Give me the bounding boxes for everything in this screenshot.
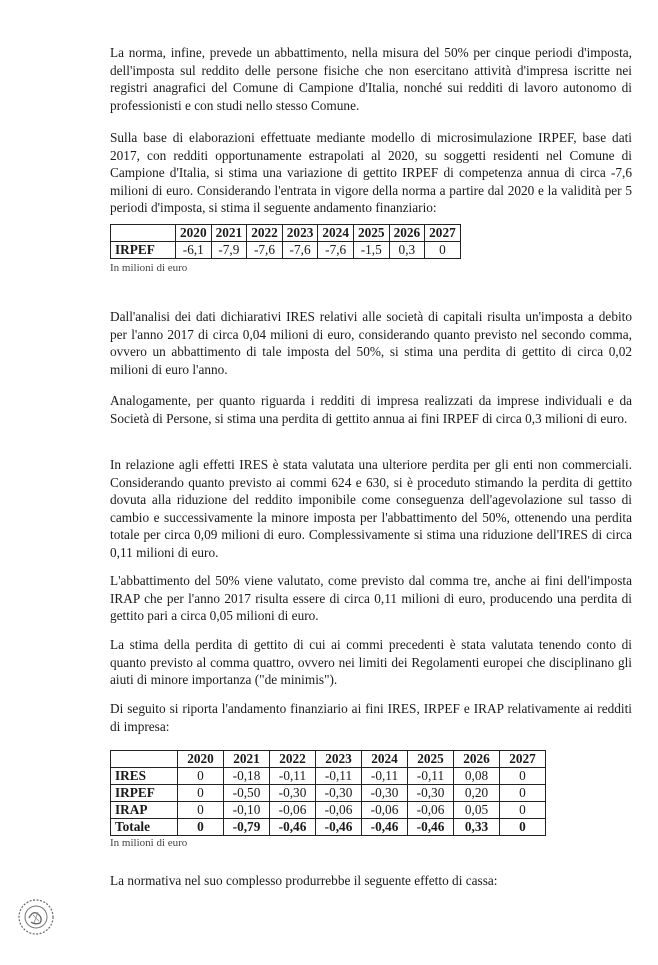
paragraph-imprese-individuali: Analogamente, per quanto riguarda i redditi di impresa realizzati da imprese individuali e da Società di Persone, si stima una perdita di gettito annua ai fini IRPEF di circa 0,3 milioni di euro. — [110, 393, 632, 426]
table-cell: -7,6 — [318, 242, 354, 259]
table-cell: 0 — [178, 785, 224, 802]
table-cell: -0,10 — [224, 802, 270, 819]
table-cell: 0 — [178, 802, 224, 819]
table-cell: -0,30 — [316, 785, 362, 802]
table-cell: 0 — [500, 819, 546, 836]
table-row — [111, 768, 546, 785]
table-cell: -7,9 — [211, 242, 247, 259]
year-header: 2027 — [425, 225, 461, 242]
table-cell: -0,46 — [408, 819, 454, 836]
paragraph-de-minimis: La stima della perdita di gettito di cui ai commi precedenti è stata valutata tenendo conto di quanto previsto al comma quattro, ovvero nei limiti dei Regolamenti europei che disciplinano gli aiuti di minore importanza ("de minimis"). — [110, 637, 632, 688]
table-cell: -0,06 — [408, 802, 454, 819]
table-cell: 0,05 — [454, 802, 500, 819]
table-cell: 0,33 — [454, 819, 500, 836]
table-cell: 0,08 — [454, 768, 500, 785]
table-cell: -0,30 — [408, 785, 454, 802]
paragraph-enti-non-commerciali: In relazione agli effetti IRES è stata valutata una ulteriore perdita per gli enti non commerciali. Considerando quanto previsto ai commi 624 e 630, si è proceduto stimando la perdita di gettito dovuta alla riduzione del reddito imponibile come conseguenza dell'agevolazione sul tasso di cambio e successivamente la minore imposta per l'abbattimento del 50%, ottenendo una perdita totale per circa 0,09 milioni di euro. Complessivamente si stima una riduzione dell'IRES di circa 0,11 milioni di euro. — [110, 457, 632, 560]
table-unit-note: In milioni di euro — [110, 262, 188, 274]
table-cell: -0,06 — [362, 802, 408, 819]
table-cell: -0,30 — [362, 785, 408, 802]
table-cell: -0,79 — [224, 819, 270, 836]
year-header: 2024 — [318, 225, 354, 242]
table-corner-cell — [111, 751, 178, 768]
paragraph-andamento-finanziario: Di seguito si riporta l'andamento finanziario ai fini IRES, IRPEF e IRAP relativamente ai redditi di impresa: — [110, 701, 632, 734]
year-header: 2024 — [362, 751, 408, 768]
table-cell: -0,46 — [270, 819, 316, 836]
year-header: 2025 — [353, 225, 389, 242]
irpef-table — [110, 224, 461, 259]
table-cell: -0,11 — [316, 768, 362, 785]
table-cell: -0,30 — [270, 785, 316, 802]
table-cell: -1,5 — [353, 242, 389, 259]
row-label: Totale — [111, 819, 178, 836]
table-cell: -7,6 — [282, 242, 318, 259]
table-cell: -0,11 — [408, 768, 454, 785]
seal-stamp-icon — [16, 897, 56, 937]
row-label: IRPEF — [111, 785, 178, 802]
table-cell: -0,46 — [316, 819, 362, 836]
table-cell: -0,11 — [270, 768, 316, 785]
table-cell: -6,1 — [176, 242, 212, 259]
row-label: IRPEF — [111, 242, 176, 259]
paragraph-effetto-cassa: La normativa nel suo complesso produrrebbe il seguente effetto di cassa: — [110, 873, 498, 888]
table-cell: 0 — [500, 785, 546, 802]
table-cell: 0,3 — [389, 242, 425, 259]
year-header: 2023 — [282, 225, 318, 242]
year-header: 2026 — [454, 751, 500, 768]
table-unit-note: In milioni di euro — [110, 837, 188, 849]
table-cell: -7,6 — [247, 242, 283, 259]
year-header: 2022 — [247, 225, 283, 242]
year-header: 2026 — [389, 225, 425, 242]
table-row — [111, 785, 546, 802]
table-row — [111, 242, 461, 259]
table-cell: 0,20 — [454, 785, 500, 802]
year-header: 2021 — [211, 225, 247, 242]
table-corner-cell — [111, 225, 176, 242]
paragraph-microsimulazione: Sulla base di elaborazioni effettuate mediante modello di microsimulazione IRPEF, base dati 2017, con redditi opportunamente estrapolati al 2020, su soggetti residenti nel Comune di Campione d'Italia, si stima una variazione di gettito IRPEF di competenza annua di circa -7,6 milioni di euro. Considerando l'entrata in vigore della norma a partire dal 2020 e la validità per 5 periodi d'imposta, si stima il seguente andamento finanziario: — [110, 130, 632, 216]
year-header: 2022 — [270, 751, 316, 768]
year-header: 2027 — [500, 751, 546, 768]
table-total-row — [111, 819, 546, 836]
table-cell: -0,11 — [362, 768, 408, 785]
table-cell: -0,06 — [316, 802, 362, 819]
table-cell: 0 — [500, 802, 546, 819]
year-header: 2023 — [316, 751, 362, 768]
year-header: 2020 — [176, 225, 212, 242]
table-cell: 0 — [500, 768, 546, 785]
year-header: 2021 — [224, 751, 270, 768]
table-header-row — [111, 225, 461, 242]
row-label: IRAP — [111, 802, 178, 819]
table-header-row — [111, 751, 546, 768]
table-cell: -0,18 — [224, 768, 270, 785]
table-cell: -0,50 — [224, 785, 270, 802]
table-cell: -0,06 — [270, 802, 316, 819]
table-cell: -0,46 — [362, 819, 408, 836]
table-cell: 0 — [178, 819, 224, 836]
paragraph-irap: L'abbattimento del 50% viene valutato, come previsto dal comma tre, anche ai fini dell'imposta IRAP che per l'anno 2017 risulta essere di circa 0,11 milioni di euro, producendo una perdita di gettito pari a circa 0,05 milioni di euro. — [110, 573, 632, 624]
redditi-impresa-table — [110, 750, 546, 836]
paragraph-ires-societa: Dall'analisi dei dati dichiarativi IRES relativi alle società di capitali risulta un'imposta a debito per l'anno 2017 di circa 0,04 milioni di euro, considerando quanto previsto nel secondo comma, ovvero un abbattimento di tale imposta del 50%, si stima una perdita di gettito di circa 0,02 milioni di euro l'anno. — [110, 309, 632, 377]
year-header: 2025 — [408, 751, 454, 768]
table-cell: 0 — [425, 242, 461, 259]
table-cell: 0 — [178, 768, 224, 785]
year-header: 2020 — [178, 751, 224, 768]
row-label: IRES — [111, 768, 178, 785]
table-row — [111, 802, 546, 819]
paragraph-abbattimento-irpef: La norma, infine, prevede un abbattimento, nella misura del 50% per cinque periodi d'imposta, dell'imposta sul reddito delle persone fisiche che non esercitano attività d'impresa iscritte nei registri anagrafici del Comune di Campione d'Italia, nonché sui redditi di lavoro autonomo di professionisti e con studi nello stesso Comune. — [110, 45, 632, 113]
